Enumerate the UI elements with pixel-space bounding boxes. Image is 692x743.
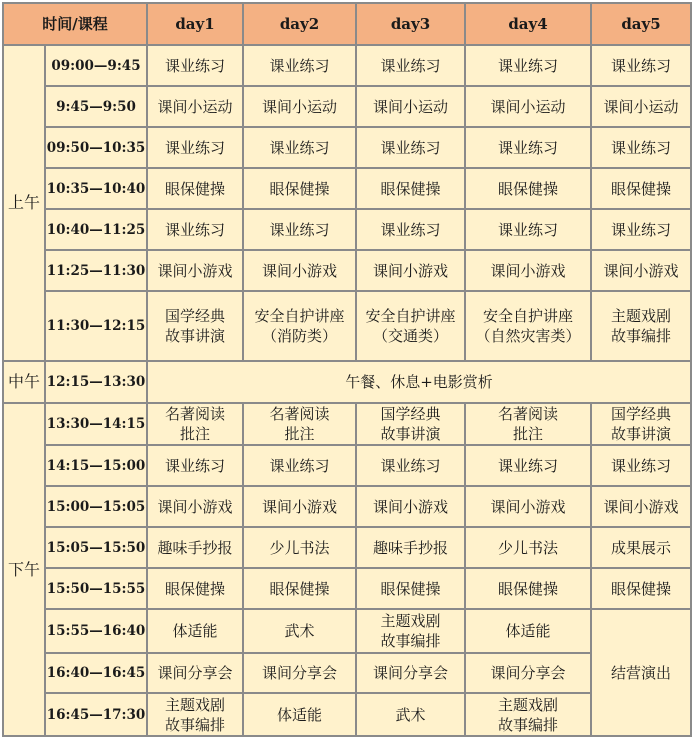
schedule-cell: 课业练习 <box>591 445 691 486</box>
time-slot: 12:15—13:30 <box>45 361 147 403</box>
time-slot: 15:50—15:55 <box>45 568 147 609</box>
cell-line: 故事编排 <box>497 715 558 734</box>
schedule-cell <box>243 403 356 445</box>
cell-line: 国学经典 <box>164 307 225 325</box>
schedule-cell: 课间分享会 <box>147 653 243 693</box>
schedule-cell: 趣味手抄报 <box>147 527 243 568</box>
schedule-cell: 课间小游戏 <box>147 486 243 527</box>
schedule-cell: 课间分享会 <box>243 653 356 693</box>
schedule-cell: 课间小游戏 <box>465 486 591 527</box>
schedule-cell: 眼保健操 <box>465 168 591 209</box>
table-row <box>3 609 691 653</box>
schedule-cell: 武术 <box>356 693 465 736</box>
schedule-cell <box>147 693 243 736</box>
schedule-cell: 课业练习 <box>243 45 356 86</box>
schedule-cell: 课间小游戏 <box>356 250 465 291</box>
schedule-cell: 眼保健操 <box>591 568 691 609</box>
schedule-cell <box>465 291 591 361</box>
header-day5: day5 <box>591 3 691 45</box>
cell-line: 名著阅读 <box>269 405 330 423</box>
schedule-cell <box>147 403 243 445</box>
schedule-cell: 课业练习 <box>591 209 691 250</box>
period-noon: 中午 <box>3 361 45 403</box>
schedule-cell <box>465 693 591 736</box>
cell-line: （交通类） <box>372 327 448 345</box>
schedule-cell: 课间小运动 <box>243 86 356 127</box>
cell-line: 安全自护讲座 <box>482 307 573 325</box>
cell-line: 名著阅读 <box>497 405 558 423</box>
time-slot: 15:05—15:50 <box>45 527 147 568</box>
time-slot: 10:40—11:25 <box>45 209 147 250</box>
schedule-cell: 体适能 <box>147 609 243 653</box>
schedule-cell: 课间小游戏 <box>591 486 691 527</box>
cell-line: 故事讲演 <box>380 425 441 443</box>
schedule-cell <box>356 403 465 445</box>
schedule-cell: 体适能 <box>465 609 591 653</box>
table-row <box>3 45 691 86</box>
time-slot: 15:55—16:40 <box>45 609 147 653</box>
schedule-cell: 课间分享会 <box>465 653 591 693</box>
schedule-cell: 课间小运动 <box>356 86 465 127</box>
schedule-cell: 课间小游戏 <box>243 250 356 291</box>
cell-line: 主题戏剧 <box>497 695 558 714</box>
finale-cell: 结营演出 <box>591 609 691 736</box>
schedule-cell: 课间小游戏 <box>591 250 691 291</box>
schedule-cell: 眼保健操 <box>356 168 465 209</box>
schedule-cell: 课间分享会 <box>356 653 465 693</box>
table-row <box>3 568 691 609</box>
time-slot: 9:45—9:50 <box>45 86 147 127</box>
table-row <box>3 209 691 250</box>
cell-line: （消防类） <box>261 327 337 345</box>
table-row <box>3 361 691 403</box>
time-slot: 16:40—16:45 <box>45 653 147 693</box>
time-slot: 11:30—12:15 <box>45 291 147 361</box>
schedule-cell: 课间小游戏 <box>147 250 243 291</box>
cell-line: 安全自护讲座 <box>365 307 456 325</box>
schedule-cell: 课业练习 <box>243 127 356 168</box>
schedule-cell: 课业练习 <box>147 445 243 486</box>
cell-line: 名著阅读 <box>164 405 225 423</box>
schedule-cell: 课业练习 <box>465 127 591 168</box>
schedule-cell: 课业练习 <box>147 127 243 168</box>
schedule-cell <box>591 403 691 445</box>
schedule-cell: 眼保健操 <box>243 568 356 609</box>
header-row <box>3 3 691 45</box>
schedule-cell: 眼保健操 <box>147 568 243 609</box>
time-slot: 16:45—17:30 <box>45 693 147 736</box>
schedule-cell: 课业练习 <box>465 45 591 86</box>
time-slot: 09:00—9:45 <box>45 45 147 86</box>
schedule-cell: 课业练习 <box>147 45 243 86</box>
schedule-cell: 体适能 <box>243 693 356 736</box>
schedule-cell: 课间小游戏 <box>243 486 356 527</box>
period-morning: 上午 <box>3 45 45 361</box>
schedule-cell: 少儿书法 <box>243 527 356 568</box>
table-row <box>3 86 691 127</box>
schedule-cell: 成果展示 <box>591 527 691 568</box>
cell-line: 故事编排 <box>380 632 441 650</box>
header-day1: day1 <box>147 3 243 45</box>
schedule-cell <box>591 291 691 361</box>
table-row <box>3 445 691 486</box>
schedule-cell: 课业练习 <box>243 445 356 486</box>
schedule-cell: 武术 <box>243 609 356 653</box>
time-slot: 14:15—15:00 <box>45 445 147 486</box>
cell-line: 国学经典 <box>380 405 441 423</box>
table-row <box>3 127 691 168</box>
cell-line: 国学经典 <box>610 405 671 423</box>
cell-line: 故事讲演 <box>164 327 225 345</box>
time-slot: 15:00—15:05 <box>45 486 147 527</box>
schedule-cell: 课间小游戏 <box>465 250 591 291</box>
schedule-cell: 眼保健操 <box>356 568 465 609</box>
cell-line: 主题戏剧 <box>380 612 441 630</box>
schedule-cell: 眼保健操 <box>591 168 691 209</box>
table-row <box>3 653 691 693</box>
schedule-cell: 课业练习 <box>591 45 691 86</box>
cell-line: 批注 <box>179 425 210 443</box>
table-row <box>3 527 691 568</box>
schedule-cell: 眼保健操 <box>465 568 591 609</box>
cell-line: 批注 <box>284 425 315 443</box>
schedule-cell <box>243 291 356 361</box>
schedule-cell: 课业练习 <box>356 127 465 168</box>
header-day2: day2 <box>243 3 356 45</box>
period-afternoon: 下午 <box>3 403 45 736</box>
schedule-cell: 趣味手抄报 <box>356 527 465 568</box>
cell-line: （自然灾害类） <box>475 327 581 345</box>
cell-line: 安全自护讲座 <box>254 307 345 325</box>
schedule-table <box>2 2 692 737</box>
table-row <box>3 291 691 361</box>
table-row <box>3 168 691 209</box>
table-row <box>3 486 691 527</box>
schedule-cell <box>356 291 465 361</box>
schedule-cell: 少儿书法 <box>465 527 591 568</box>
schedule-cell: 课业练习 <box>356 209 465 250</box>
time-slot: 09:50—10:35 <box>45 127 147 168</box>
cell-line: 故事讲演 <box>610 425 671 443</box>
header-day3: day3 <box>356 3 465 45</box>
schedule-cell: 眼保健操 <box>147 168 243 209</box>
table-row <box>3 403 691 445</box>
cell-line: 批注 <box>512 425 543 443</box>
time-slot: 13:30—14:15 <box>45 403 147 445</box>
schedule-cell: 课业练习 <box>356 45 465 86</box>
time-slot: 10:35—10:40 <box>45 168 147 209</box>
schedule-cell: 课间小运动 <box>591 86 691 127</box>
cell-line: 故事编排 <box>610 327 671 345</box>
schedule-cell: 课业练习 <box>243 209 356 250</box>
table-row <box>3 250 691 291</box>
schedule-cell: 课业练习 <box>356 445 465 486</box>
table-row <box>3 693 691 736</box>
schedule-cell <box>465 403 591 445</box>
schedule-cell: 课业练习 <box>465 209 591 250</box>
schedule-cell: 课间小运动 <box>147 86 243 127</box>
schedule-cell: 课业练习 <box>465 445 591 486</box>
schedule-cell <box>356 609 465 653</box>
schedule-cell: 课间小游戏 <box>356 486 465 527</box>
lunch-cell: 午餐、休息+电影赏析 <box>147 361 691 403</box>
schedule-cell: 眼保健操 <box>243 168 356 209</box>
schedule-cell: 课业练习 <box>591 127 691 168</box>
time-slot: 11:25—11:30 <box>45 250 147 291</box>
header-corner: 时间/课程 <box>3 3 147 45</box>
schedule-cell: 课业练习 <box>147 209 243 250</box>
cell-line: 主题戏剧 <box>164 695 225 714</box>
header-day4: day4 <box>465 3 591 45</box>
cell-line: 主题戏剧 <box>610 307 671 325</box>
schedule-cell: 课间小运动 <box>465 86 591 127</box>
schedule-cell <box>147 291 243 361</box>
cell-line: 故事编排 <box>164 715 225 734</box>
